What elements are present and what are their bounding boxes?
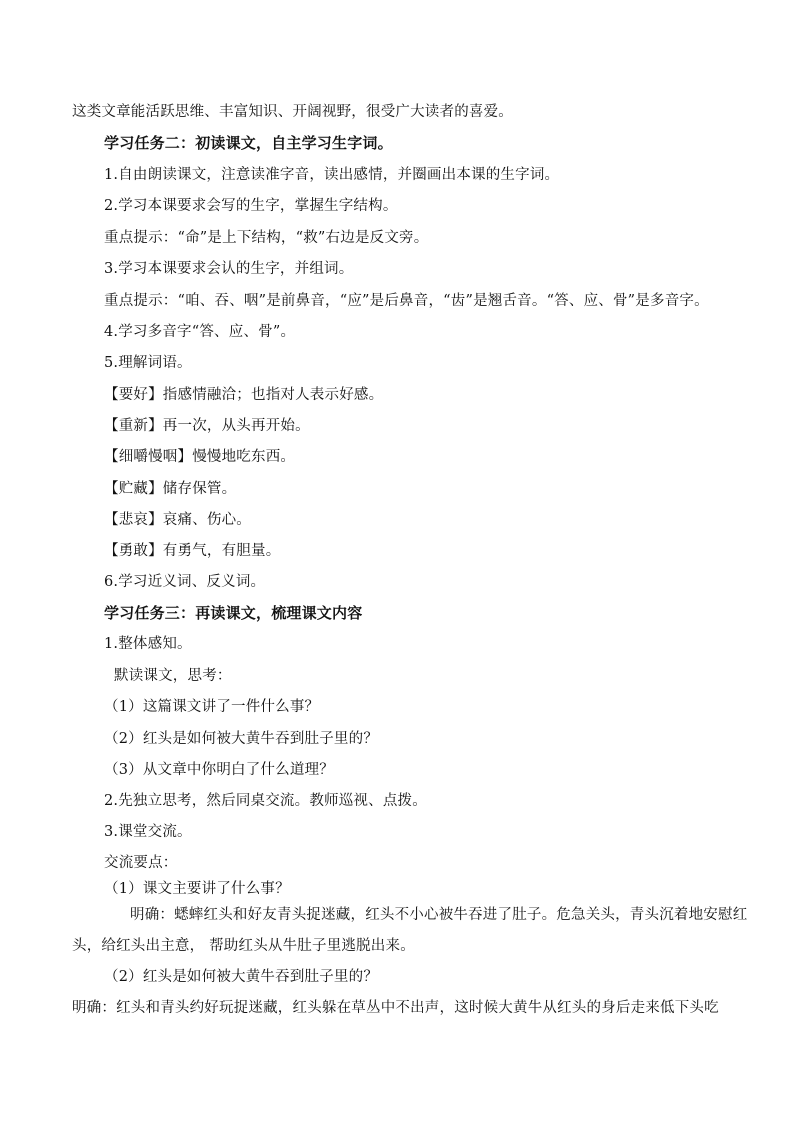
vocab-yonggan: 【勇敢】有勇气，有胆量。 [104, 543, 281, 559]
key-hint-structure: 重点提示：“命”是上下结构，“救”右边是反文旁。 [104, 230, 429, 246]
paragraph-intro-end: 这类文章能活跃思维、丰富知识、开阔视野，很受广大读者的喜爱。 [72, 104, 513, 120]
list-item-6: 6.学习近义词、反义词。 [104, 574, 266, 590]
vocab-beiai: 【悲哀】哀痛、伤心。 [104, 512, 251, 528]
list-item-5: 5.理解词语。 [104, 355, 192, 371]
silent-reading-prompt: 默读课文，思考： [114, 668, 232, 684]
list-item-3: 3.学习本课要求会认的生字，并组词。 [104, 261, 354, 277]
answer-question-1: （1）课文主要讲了什么事？ [104, 881, 290, 897]
answer-1-text-line-2: 头，给红头出主意， 帮助红头从牛肚子里逃脱出来。 [72, 938, 415, 954]
list-item-4: 4.学习多音字“答、应、骨”。 [104, 324, 296, 340]
vocab-yaohao: 【要好】指感情融洽；也指对人表示好感。 [104, 387, 384, 403]
step-3: 3.课堂交流。 [104, 824, 192, 840]
step-2: 2.先独立思考，然后同桌交流。教师巡视、点拨。 [104, 793, 427, 809]
heading-task-three: 学习任务三：再读课文，梳理课文内容 [104, 604, 363, 622]
answer-question-2: （2）红头是如何被大黄牛吞到肚子里的？ [104, 969, 379, 985]
list-item-2: 2.学习本课要求会写的生字，掌握生字结构。 [104, 198, 398, 214]
vocab-xijiaomanyan: 【细嚼慢咽】慢慢地吃东西。 [104, 449, 296, 465]
list-item-1: 1.自由朗读课文，注意读准字音，读出感情，并圈画出本课的生字词。 [104, 167, 560, 183]
question-1: （1）这篇课文讲了一件什么事？ [104, 699, 320, 715]
vocab-chongxin: 【重新】再一次，从头再开始。 [104, 418, 310, 434]
answer-1-text-line-1: 明确：蟋蟀红头和好友青头捉迷藏，红头不小心被牛吞进了肚子。危急关头，青头沉着地安慰红 [130, 907, 748, 923]
exchange-points-label: 交流要点： [104, 855, 178, 871]
vocab-zhucang: 【贮藏】储存保管。 [104, 481, 237, 497]
answer-2-text-line-1: 明确：红头和青头约好玩捉迷藏，红头躲在草丛中不出声，这时候大黄牛从红头的身后走来低下头吃 [72, 1000, 719, 1016]
question-2: （2）红头是如何被大黄牛吞到肚子里的？ [104, 731, 379, 747]
question-3: （3）从文章中你明白了什么道理？ [104, 762, 334, 778]
step-1: 1.整体感知。 [104, 636, 192, 652]
key-hint-pronunciation: 重点提示：“咱、吞、咽”是前鼻音，“应”是后鼻音，“齿”是翘舌音。“答、应、骨”是多音字。 [104, 293, 709, 309]
heading-task-two: 学习任务二：初读课文，自主学习生字词。 [104, 134, 393, 152]
